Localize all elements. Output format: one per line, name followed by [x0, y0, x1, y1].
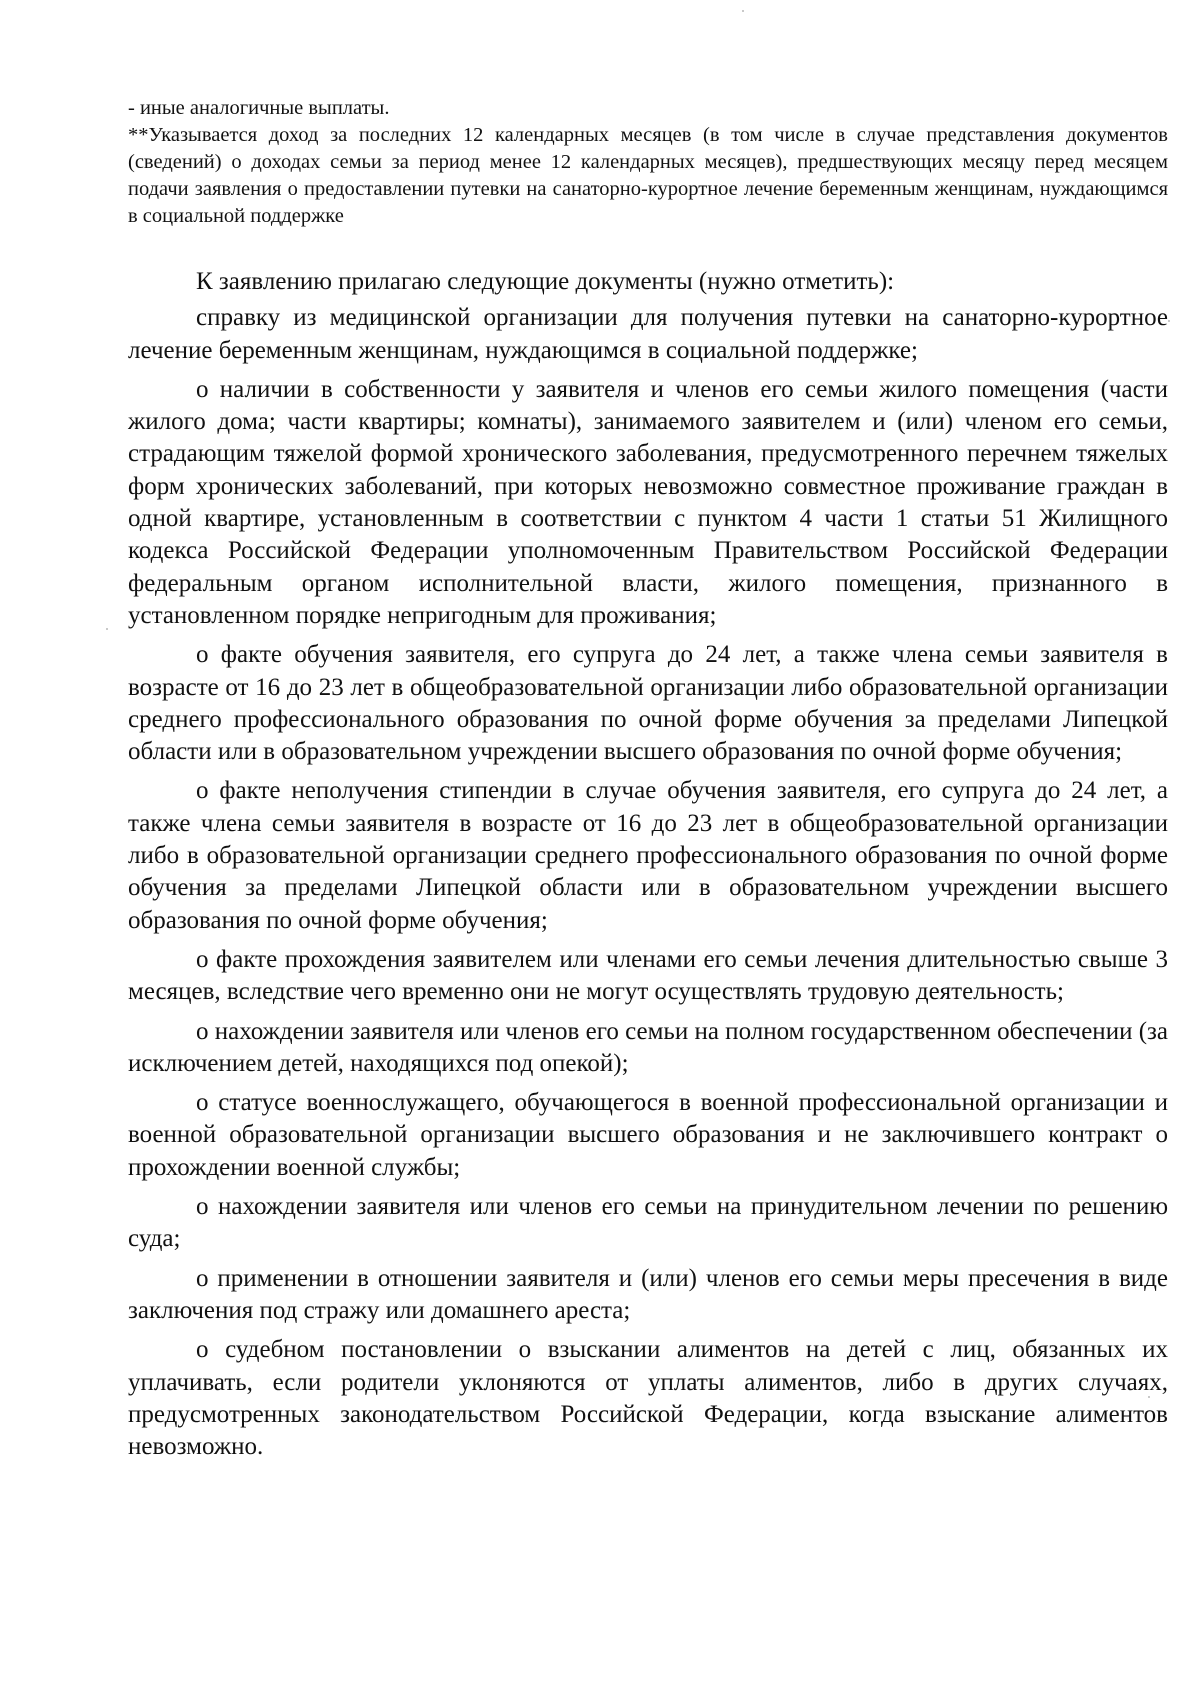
document-item-long-treatment: о факте прохождения заявителем или членами его семьи лечения длительностью свыше 3 месяцев, вследствие чего временно они не могут осуществлять трудовую деятельность; — [128, 945, 1168, 1006]
attached-documents-section — [128, 266, 1168, 1470]
document-item-alimony-ruling: о судебном постановлении о взыскании алиментов на детей с лиц, обязанных их уплачивать, если родители уклоняются от уплаты алиментов, либо в других случаях, предусмотренных законодательством Российской Федерации, когда взыскание алиментов невозможно. — [128, 1336, 1168, 1461]
footnote-other-payments: - иные аналогичные выплаты. — [128, 97, 390, 119]
scan-artifact — [742, 10, 744, 12]
document-item-education: о факте обучения заявителя, его супруга до 24 лет, а также члена семьи заявителя в возрасте от 16 до 23 лет в общеобразовательной организации либо образовательной организации среднего профессионального образования по очной форме обучения за пределами Липецкой области или в образовательном учреждении высшего образования по очной форме обучения; — [128, 641, 1168, 766]
document-item-state-support: о нахождении заявителя или членов его семьи на полном государственном обеспечении (за исключением детей, находящихся под опекой); — [128, 1017, 1168, 1077]
document-item-housing-ownership: о наличии в собственности у заявителя и членов его семьи жилого помещения (части жилого дома; части квартиры; комнаты), занимаемого заявителем и (или) членом его семьи, страдающим тяжелой формой хронического заболевания, предусмотренного перечнем тяжелых форм хронических заболеваний, при которых невозможно совместное проживание граждан в одной квартире, установленным в соответствии с пунктом 4 части 1 статьи 51 Жилищного кодекса Российской Федерации уполномоченным Правительством Российской Федерации федеральным органом исполнительной власти, жилого помещения, признанного в установленном порядке непригодным для проживания; — [128, 375, 1168, 629]
document-item-medical-certificate: справку из медицинской организации для получения путевки на санаторно-курортное лечение беременным женщинам, нуждающимся в социальной поддержке; — [128, 304, 1168, 364]
document-item-compulsory-treatment: о нахождении заявителя или членов его семьи на принудительном лечении по решению суда; — [128, 1193, 1168, 1253]
scan-artifact — [1168, 320, 1170, 322]
scan-artifact — [106, 628, 108, 630]
scan-artifact — [1148, 1396, 1150, 1398]
document-item-military-status: о статусе военнослужащего, обучающегося в военной профессиональной организации и военной образовательной организации высшего образования и не заключившего контракт о прохождении военной службы; — [128, 1089, 1168, 1181]
document-item-custody-measure: о применении в отношении заявителя и (или) членов его семьи меры пресечения в виде заключения под стражу или домашнего ареста; — [128, 1264, 1168, 1324]
footnote-income-period: **Указывается доход за последних 12 календарных месяцев (в том числе в случае представления документов (сведений) о доходах семьи за период менее 12 календарных месяцев), предшествующих месяцу перед месяцем подачи заявления о предоставлении путевки на санаторно-курортное лечение беременным женщинам, нуждающимся в социальной поддержке — [128, 124, 1168, 227]
footnotes-block — [128, 95, 1168, 230]
attached-documents-intro: К заявлению прилагаю следующие документы (нужно отметить): — [196, 268, 895, 295]
document-item-no-scholarship: о факте неполучения стипендии в случае обучения заявителя, его супруга до 24 лет, а также члена семьи заявителя в возрасте от 16 до 23 лет в общеобразовательной организации либо в образовательной организации среднего профессионального образования по очной форме обучения за пределами Липецкой области или в образовательном учреждении высшего образования по очной форме обучения; — [128, 777, 1168, 934]
